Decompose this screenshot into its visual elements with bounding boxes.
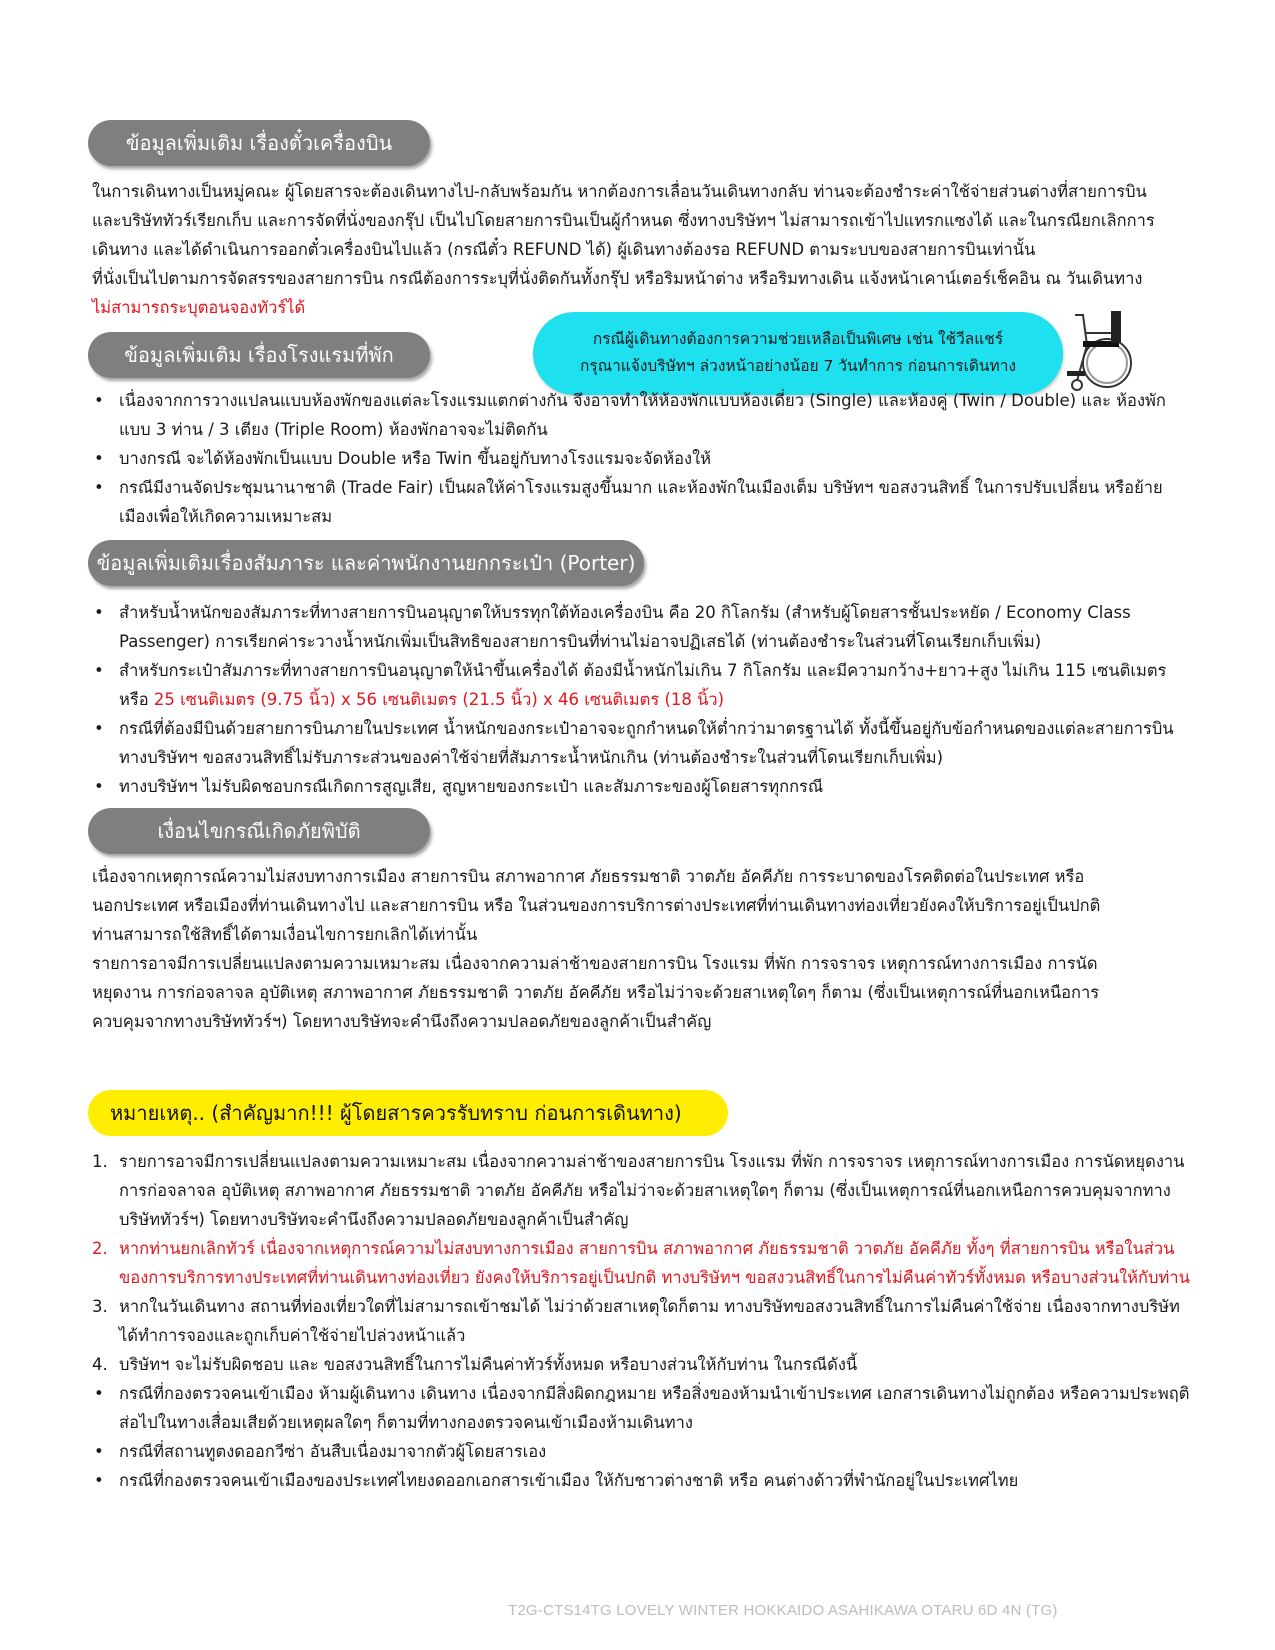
flight-info-paragraph xyxy=(92,177,1192,322)
item-text: บริษัทฯ จะไม่รับผิดชอบ และ ขอสงวนสิทธิ์ในการไม่คืนค่าทัวร์ทั้งหมด หรือบางส่วนให้กับท่าน ในกรณีดังนี้ xyxy=(119,1355,858,1374)
list-item xyxy=(92,1350,1197,1379)
special-assistance-callout xyxy=(533,312,1063,395)
list-item: • สำหรับน้ำหนักของสัมภาระที่ทางสายการบินอนุญาตให้บรรทุกใต้ท้องเครื่องบิน คือ 20 กิโลกรัม (สำหรับผู้โดยสารชั้นประหยัด / Economy Class Passenger) การเรียกค่าระวางน้ำหนักเพิ่มเป็นสิทธิของสายการบินที่ท่านไม่อาจปฏิเสธได้ (ท่านต้องชำระในส่วนที่โดนเรียกเก็บเพิ่ม) xyxy=(92,598,1197,656)
item-number: 3. xyxy=(92,1297,108,1316)
carry-on-dimensions: 25 เซนติเมตร (9.75 นิ้ว) x 56 เซนติเมตร (21.5 นิ้ว) x 46 เซนติเมตร (18 นิ้ว) xyxy=(153,690,725,709)
flight-line-3: เดินทาง และได้ดำเนินการออกตั๋วเครื่องบินไปแล้ว (กรณีตั๋ว REFUND ได้) ผู้เดินทางต้องรอ REFUND ตามระบบของสายการบินเท่านั้น xyxy=(92,240,1036,259)
item-text: รายการอาจมีการเปลี่ยนแปลงตามความเหมาะสม เนื่องจากความล่าช้าของสายการบิน โรงแรม ที่พัก การจราจร เหตุการณ์ทางการเมือง การนัดหยุดงาน การก่อจลาจล อุบัติเหตุ สภาพอากาศ ภัยธรรมชาติ วาตภัย อัคคีภัย หรือไม่ว่าจะด้วยสาเหตุใดๆ ก็ตาม (ซึ่งเป็นเหตุการณ์ที่นอกเหนือการควบคุมจากทางบริษัททัวร์ฯ) โดยทางบริษัทจะคำนึงถึงความปลอดภัยของลูกค้าเป็นสำคัญ xyxy=(119,1152,1185,1229)
baggage-list xyxy=(92,598,1197,801)
list-item: • เนื่องจากการวางแปลนแบบห้องพักของแต่ละโรงแรมแตกต่างกัน จึงอาจทำให้ห้องพักแบบห้องเดี่ยว (Single) และห้องคู่ (Twin / Double) และ ห้องพักแบบ 3 ท่าน / 3 เตียง (Triple Room) ห้องพักอาจจะไม่ติดกัน xyxy=(92,386,1197,444)
page-footer: T2G-CTS14TG LOVELY WINTER HOKKAIDO ASAHIKAWA OTARU 6D 4N (TG) xyxy=(508,1602,1058,1619)
callout-line-2: กรุณาแจ้งบริษัทฯ ล่วงหน้าอย่างน้อย 7 วันทำการ ก่อนการเดินทาง xyxy=(579,357,1017,375)
flight-warning: ไม่สามารถระบุตอนจองทัวร์ได้ xyxy=(92,298,306,317)
list-item xyxy=(92,656,1197,714)
item-number: 2. xyxy=(92,1239,108,1258)
flight-line-2: และบริษัททัวร์เรียกเก็บ และการจัดที่นั่งของกรุ๊ป เป็นไปโดยสายการบินเป็นผู้กำหนด ซึ่งทางบริษัทฯ ไม่สามารถเข้าไปแทรกแซงได้ และในกรณียกเลิกการ xyxy=(92,211,1155,230)
list-item xyxy=(92,1147,1197,1234)
list-item xyxy=(92,1292,1197,1350)
disaster-line-3: ท่านสามารถใช้สิทธิ์ได้ตามเงื่อนไขการยกเลิกได้เท่านั้น xyxy=(92,925,478,944)
item-text: กรณีที่กองตรวจคนเข้าเมืองของประเทศไทยงดออกเอกสารเข้าเมือง ให้กับชาวต่างชาติ หรือ คนต่างด้าวที่พำนักอยู่ในประเทศไทย xyxy=(119,1471,1019,1490)
section-title-disaster: เงื่อนไขกรณีเกิดภัยพิบัติ xyxy=(88,808,430,854)
item-number: 4. xyxy=(92,1355,108,1374)
list-item: • กรณีมีงานจัดประชุมนานาชาติ (Trade Fair) เป็นผลให้ค่าโรงแรมสูงขึ้นมาก และห้องพักในเมืองเต็ม บริษัทฯ ขอสงวนสิทธิ์ ในการปรับเปลี่ยน หรือย้ายเมืองเพื่อให้เกิดความเหมาะสม xyxy=(92,473,1197,531)
list-item xyxy=(92,1379,1197,1437)
item-bullet: • xyxy=(94,1471,104,1490)
list-item: • บางกรณี จะได้ห้องพักเป็นแบบ Double หรือ Twin ขึ้นอยู่กับทางโรงแรมจะจัดห้องให้ xyxy=(92,444,1197,473)
disaster-line-1: เนื่องจากเหตุการณ์ความไม่สงบทางการเมือง สายการบิน สภาพอากาศ ภัยธรรมชาติ วาตภัย อัคคีภัย การระบาดของโรคติดต่อในประเทศ หรือ xyxy=(92,867,1085,886)
list-item xyxy=(92,1466,1197,1495)
section-title-flight: ข้อมูลเพิ่มเติม เรื่องตั๋วเครื่องบิน xyxy=(88,120,430,166)
important-note-title: หมายเหตุ.. (สำคัญมาก!!! ผู้โดยสารควรรับทราบ ก่อนการเดินทาง) xyxy=(88,1090,728,1136)
item-number: 1. xyxy=(92,1152,108,1171)
callout-line-1: กรณีผู้เดินทางต้องการความช่วยเหลือเป็นพิเศษ เช่น ใช้วีลแชร์ xyxy=(592,330,1004,348)
flight-line-4: ที่นั่งเป็นไปตามการจัดสรรของสายการบิน กรณีต้องการระบุที่นั่งติดกันทั้งกรุ๊ป หรือริมหน้าต่าง หรือริมทางเดิน แจ้งหน้าเคาน์เตอร์เช็คอิน ณ วันเดินทาง xyxy=(92,269,1143,288)
disaster-line-4: รายการอาจมีการเปลี่ยนแปลงตามความเหมาะสม เนื่องจากความล่าช้าของสายการบิน โรงแรม ที่พัก การจราจร เหตุการณ์ทางการเมือง การนัด xyxy=(92,954,1098,973)
item-bullet: • xyxy=(94,1384,104,1403)
disaster-line-6: ควบคุมจากทางบริษัททัวร์ฯ) โดยทางบริษัทจะคำนึงถึงความปลอดภัยของลูกค้าเป็นสำคัญ xyxy=(92,1012,712,1031)
list-item xyxy=(92,1437,1197,1466)
flight-line-1: ในการเดินทางเป็นหมู่คณะ ผู้โดยสารจะต้องเดินทางไป-กลับพร้อมกัน หากต้องการเลื่อนวันเดินทางกลับ ท่านจะต้องชำระค่าใช้จ่ายส่วนต่างที่สายการบิน xyxy=(92,182,1147,201)
item-text: หากท่านยกเลิกทัวร์ เนื่องจากเหตุการณ์ความไม่สงบทางการเมือง สายการบิน สภาพอากาศ ภัยธรรมชาติ วาตภัย อัคคีภัย ทั้งๆ ที่สายการบิน หรือในส่วนของการบริการทางประเทศที่ท่านเดินทางท่องเที่ยว ยังคงให้บริการอยู่เป็นปกติ ทางบริษัทฯ ขอสงวนสิทธิ์ในการไม่คืนค่าทัวร์ทั้งหมด หรือบางส่วนให้กับท่าน xyxy=(119,1239,1190,1287)
item-text: กรณีที่สถานทูตงดออกวีซ่า อันสืบเนื่องมาจากตัวผู้โดยสารเอง xyxy=(119,1442,547,1461)
carry-on-rule: สำหรับกระเป๋าสัมภาระที่ทางสายการบินอนุญาตให้นำขึ้นเครื่องได้ ต้องมีน้ำหนักไม่เกิน 7 กิโลกรัม และมีความกว้าง+ยาว+สูง ไม่เกิน 115 เซนติเมตร หรือ xyxy=(119,661,1167,709)
item-text: หากในวันเดินทาง สถานที่ท่องเที่ยวใดที่ไม่สามารถเข้าชมได้ ไม่ว่าด้วยสาเหตุใดก็ตาม ทางบริษัทขอสงวนสิทธิ์ในการไม่คืนค่าใช้จ่าย เนื่องจากทางบริษัทได้ทำการจองและถูกเก็บค่าใช้จ่ายไปล่วงหน้าแล้ว xyxy=(119,1297,1180,1345)
item-bullet: • xyxy=(94,1442,104,1461)
disaster-paragraph xyxy=(92,862,1192,1036)
wheelchair-icon xyxy=(1055,305,1145,395)
section-title-baggage: ข้อมูลเพิ่มเติมเรื่องสัมภาระ และค่าพนักงานยกกระเป๋า (Porter) xyxy=(88,540,644,586)
list-item xyxy=(92,1234,1197,1292)
disaster-line-5: หยุดงาน การก่อจลาจล อุบัติเหตุ สภาพอากาศ ภัยธรรมชาติ วาตภัย อัคคีภัย หรือไม่ว่าจะด้วยสาเหตุใดๆ ก็ตาม (ซึ่งเป็นเหตุการณ์ที่นอกเหนือการ xyxy=(92,983,1100,1002)
list-item: • กรณีที่ต้องมีบินด้วยสายการบินภายในประเทศ น้ำหนักของกระเป๋าอาจจะถูกกำหนดให้ต่ำกว่ามาตรฐานได้ ทั้งนี้ขึ้นอยู่กับข้อกำหนดของแต่ละสายการบิน ทางบริษัทฯ ขอสงวนสิทธิ์ไม่รับภาระส่วนของค่าใช้จ่ายที่สัมภาระน้ำหนักเกิน (ท่านต้องชำระในส่วนที่โดนเรียกเก็บเพิ่ม) xyxy=(92,714,1197,772)
hotel-list xyxy=(92,386,1197,531)
disaster-line-2: นอกประเทศ หรือเมืองที่ท่านเดินทางไป และสายการบิน หรือ ในส่วนของการบริการต่างประเทศที่ท่านเดินทางท่องเที่ยวยังคงให้บริการอยู่เป็นปกติ xyxy=(92,896,1101,915)
list-item: • ทางบริษัทฯ ไม่รับผิดชอบกรณีเกิดการสูญเสีย, สูญหายของกระเป๋า และสัมภาระของผู้โดยสารทุกกรณี xyxy=(92,772,1197,801)
item-text: กรณีที่กองตรวจคนเข้าเมือง ห้ามผู้เดินทาง เดินทาง เนื่องจากมีสิ่งผิดกฎหมาย หรือสิ่งของห้ามนำเข้าประเทศ เอกสารเดินทางไม่ถูกต้อง หรือความประพฤติส่อไปในทางเสื่อมเสียด้วยเหตุผลใดๆ ก็ตามที่ทางกองตรวจคนเข้าเมืองห้ามเดินทาง xyxy=(119,1384,1190,1432)
notes-list xyxy=(92,1147,1197,1495)
section-title-hotel: ข้อมูลเพิ่มเติม เรื่องโรงแรมที่พัก xyxy=(88,332,430,378)
